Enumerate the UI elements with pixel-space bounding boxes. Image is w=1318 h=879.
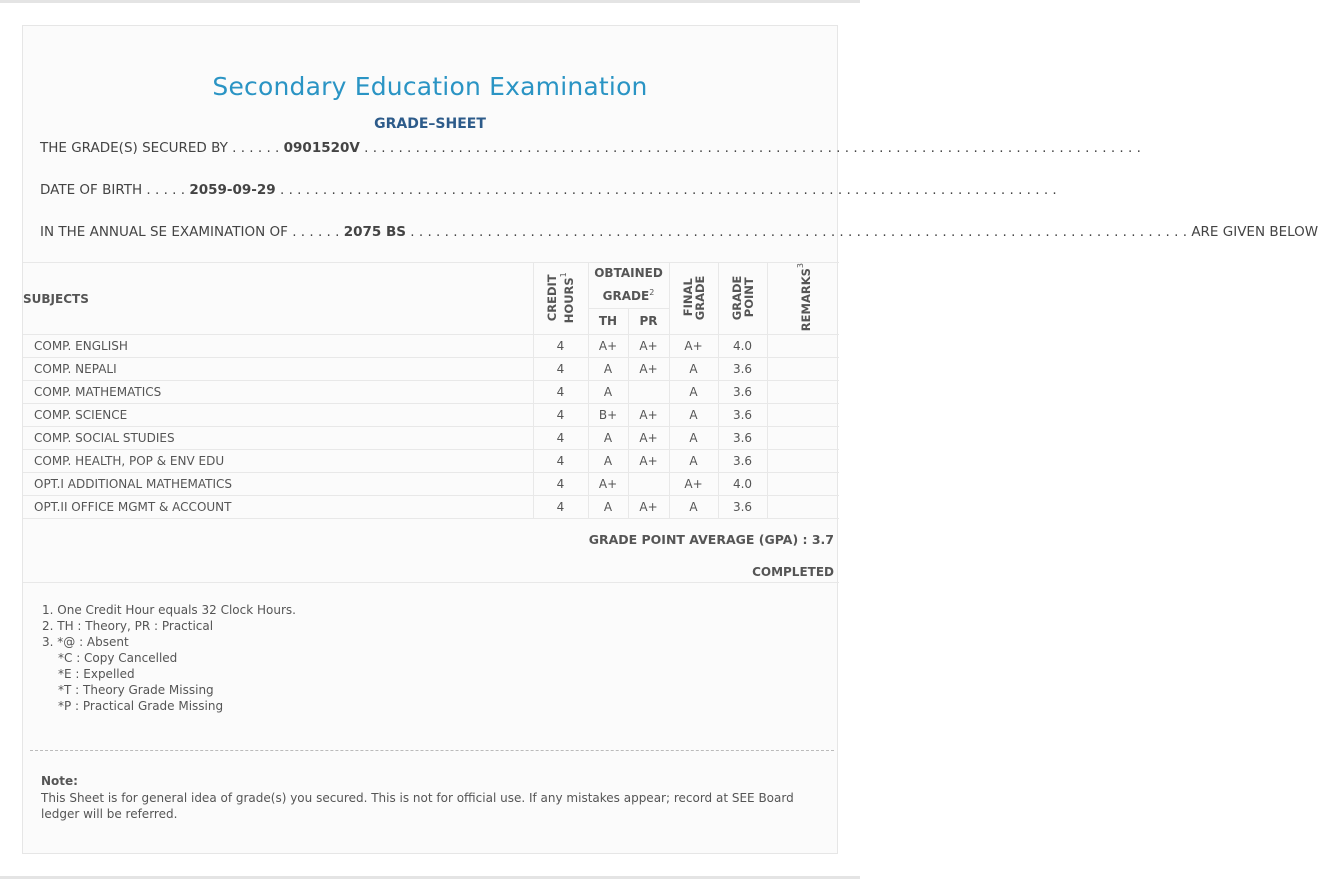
final-grade-header (669, 263, 718, 335)
grade-point-cell: 3.6 (718, 381, 767, 404)
th-grade-cell: A+ (588, 473, 628, 496)
final-grade-cell: A (669, 404, 718, 427)
status-text: COMPLETED (752, 565, 834, 579)
credit-cell: 4 (533, 496, 588, 519)
symbol-number: 0901520V (283, 140, 360, 156)
pr-grade-cell: A+ (628, 358, 669, 381)
credit-hours-header (533, 263, 588, 335)
final-grade-cell: A (669, 358, 718, 381)
grade-point-cell: 3.6 (718, 496, 767, 519)
remarks-cell (767, 404, 839, 427)
footnotes (42, 602, 296, 714)
credit-cell: 4 (533, 335, 588, 358)
grade-point-cell: 3.6 (718, 404, 767, 427)
table-row (23, 404, 839, 427)
th-grade-cell: A (588, 450, 628, 473)
credit-hours-label: CREDIT HOURS (545, 273, 576, 323)
th-grade-cell: B+ (588, 404, 628, 427)
given-below-label: ARE GIVEN BELOW (1191, 224, 1318, 240)
dob-line (40, 182, 1057, 198)
th-grade-cell: A (588, 427, 628, 450)
grade-point-cell: 4.0 (718, 473, 767, 496)
subject-cell: COMP. HEALTH, POP & ENV EDU (23, 450, 533, 473)
table-row (23, 335, 839, 358)
subject-cell: COMP. SCIENCE (23, 404, 533, 427)
obtained-grade-header (588, 263, 669, 309)
divider (23, 582, 839, 583)
table-row (23, 450, 839, 473)
exam-year: 2075 BS (343, 224, 406, 240)
grade-point-cell: 3.6 (718, 450, 767, 473)
remarks-cell (767, 335, 839, 358)
secured-by-label: THE GRADE(S) SECURED BY . . . . . . (40, 140, 280, 156)
gpa-text: GRADE POINT AVERAGE (GPA) : 3.7 (588, 532, 834, 547)
remarks-cell (767, 450, 839, 473)
subject-cell: OPT.II OFFICE MGMT & ACCOUNT (23, 496, 533, 519)
table-row (23, 381, 839, 404)
grade-point-cell: 3.6 (718, 427, 767, 450)
th-grade-cell: A (588, 381, 628, 404)
exam-line (40, 224, 1318, 240)
obtained-grade-label: OBTAINED GRADE (594, 266, 663, 304)
note-text: This Sheet is for general idea of grade(s) you secured. This is not for official use. If any mistakes appear; record at SEE Board ledger will be referred. (41, 791, 794, 821)
pr-grade-cell: A+ (628, 404, 669, 427)
final-grade-cell: A (669, 381, 718, 404)
grade-sheet (22, 25, 1318, 854)
note-heading: Note: (41, 774, 78, 788)
remarks-header (767, 263, 839, 335)
remarks-footnote-mark: 3 (795, 263, 805, 269)
pr-grade-cell: A+ (628, 496, 669, 519)
pr-grade-cell (628, 473, 669, 496)
table-row (23, 358, 839, 381)
credit-cell: 4 (533, 381, 588, 404)
exam-label: IN THE ANNUAL SE EXAMINATION OF . . . . . . (40, 224, 340, 240)
footnote-1: 1. One Credit Hour equals 32 Clock Hours. (42, 603, 296, 617)
grade-point-header (718, 263, 767, 335)
dot-leader: . . . . . . . . . . . . . . . . . . . . . . . . . . . . . . . . . . . . . . . . . . . . . . . . . . . . . . . . . . . . . . . . . . . . . . . . . . . . . . . . . . . . . . . . . . . (410, 224, 1188, 240)
table-row (23, 473, 839, 496)
footnote-3-expelled: *E : Expelled (58, 667, 135, 681)
credit-cell: 4 (533, 427, 588, 450)
dot-leader: . . . . . . . . . . . . . . . . . . . . . . . . . . . . . . . . . . . . . . . . . . . . . . . . . . . . . . . . . . . . . . . . . . . . . . . . . . . . . . . . . . . . . . . . . . . (364, 140, 1141, 156)
credit-cell: 4 (533, 404, 588, 427)
top-border (0, 0, 860, 3)
pr-grade-cell (628, 381, 669, 404)
table-row (23, 427, 839, 450)
remarks-cell (767, 381, 839, 404)
dashed-divider (30, 750, 834, 751)
th-grade-cell: A (588, 496, 628, 519)
footnote-3-theory-missing: *T : Theory Grade Missing (58, 683, 214, 697)
final-grade-label: FINAL GRADE (680, 274, 707, 320)
credit-footnote-mark: 1 (559, 271, 569, 277)
remarks-label: REMARKS (798, 268, 813, 332)
remarks-cell (767, 496, 839, 519)
subject-cell: COMP. SOCIAL STUDIES (23, 427, 533, 450)
remarks-cell (767, 427, 839, 450)
subject-cell: COMP. NEPALI (23, 358, 533, 381)
grade-point-label: GRADE POINT (729, 274, 756, 320)
pr-grade-cell: A+ (628, 450, 669, 473)
final-grade-cell: A+ (669, 335, 718, 358)
th-grade-cell: A+ (588, 335, 628, 358)
final-grade-cell: A (669, 496, 718, 519)
page-subtitle: GRADE–SHEET (374, 116, 486, 132)
grades-table (23, 262, 839, 519)
dob-value: 2059-09-29 (189, 182, 276, 198)
grade-point-cell: 4.0 (718, 335, 767, 358)
table-row (23, 496, 839, 519)
pr-grade-cell: A+ (628, 427, 669, 450)
pr-header: PR (628, 308, 669, 335)
credit-cell: 4 (533, 358, 588, 381)
obtained-footnote-mark: 2 (649, 288, 655, 298)
footnote-3-copy-cancelled: *C : Copy Cancelled (58, 651, 178, 665)
final-grade-cell: A (669, 427, 718, 450)
subject-cell: COMP. MATHEMATICS (23, 381, 533, 404)
pr-grade-cell: A+ (628, 335, 669, 358)
grade-point-cell: 3.6 (718, 358, 767, 381)
secured-by-line (40, 140, 1141, 156)
th-grade-cell: A (588, 358, 628, 381)
credit-cell: 4 (533, 473, 588, 496)
footnote-2: 2. TH : Theory, PR : Practical (42, 619, 214, 633)
dot-leader: . . . . . . . . . . . . . . . . . . . . . . . . . . . . . . . . . . . . . . . . . . . . . . . . . . . . . . . . . . . . . . . . . . . . . . . . . . . . . . . . . . . . . . . . . . . (280, 182, 1057, 198)
remarks-cell (767, 358, 839, 381)
remarks-cell (767, 473, 839, 496)
dob-label: DATE OF BIRTH . . . . . (40, 182, 186, 198)
footnote-3: 3. *@ : Absent (42, 635, 129, 649)
subject-cell: OPT.I ADDITIONAL MATHEMATICS (23, 473, 533, 496)
subject-cell: COMP. ENGLISH (23, 335, 533, 358)
th-header: TH (588, 308, 628, 335)
subjects-header: SUBJECTS (23, 263, 533, 335)
credit-cell: 4 (533, 450, 588, 473)
final-grade-cell: A (669, 450, 718, 473)
final-grade-cell: A+ (669, 473, 718, 496)
page-title: Secondary Education Examination (212, 72, 648, 101)
footnote-3-practical-missing: *P : Practical Grade Missing (58, 699, 224, 713)
